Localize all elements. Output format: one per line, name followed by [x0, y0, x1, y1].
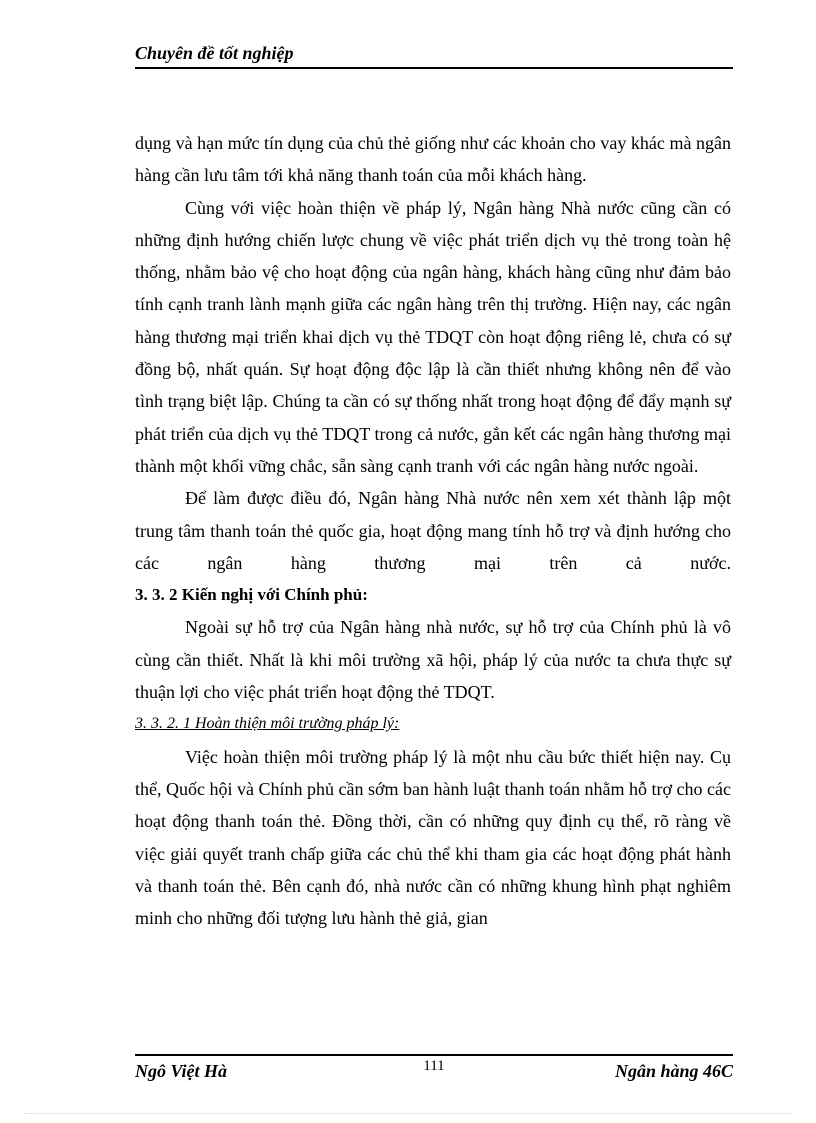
paragraph-continuation: dụng và hạn mức tín dụng của chủ thẻ giống như các khoản cho vay khác mà ngân hàng cần lưu tâm tới khả năng thanh toán của mỗi khách hàng. — [135, 133, 731, 186]
section-heading: 3. 3. 2 Kiến nghị với Chính phủ: — [135, 585, 368, 605]
footer-rule — [135, 1054, 733, 1056]
footer-class: Ngân hàng 46C — [614, 1061, 733, 1081]
page-footer — [135, 1054, 733, 1084]
paragraph-state-bank-orientation: Cùng với việc hoàn thiện về pháp lý, Ngân hàng Nhà nước cũng cần có những định hướng chiến lược chung về việc phát triển dịch vụ thẻ trong toàn hệ thống, nhằm bảo vệ cho hoạt động của ngân hàng, khách hàng cũng như đảm bảo tính cạnh tranh lành mạnh giữa các ngân hàng trên thị trường. Hiện nay, các ngân hàng thương mại triển khai dịch vụ thẻ TDQT còn hoạt động riêng lẻ, chưa có sự đồng bộ, nhất quán. Sự hoạt động độc lập là cần thiết nhưng không nên để vào tình trạng biệt lập. Chúng ta cần có sự thống nhất trong hoạt động để đẩy mạnh sự phát triển của dịch vụ thẻ TDQT trong cả nước, gắn kết các ngân hàng thương mại thành một khối vững chắc, sẵn sàng cạnh tranh với các ngân hàng nước ngoài. — [135, 197, 731, 476]
paragraph-payment-center: Để làm được điều đó, Ngân hàng Nhà nước nên xem xét thành lập một trung tâm thanh toán thẻ quốc gia, hoạt động mang tính hỗ trợ và định hướng cho các ngân hàng thương mại trên cả nước. — [135, 488, 731, 573]
document-body — [135, 127, 731, 934]
header-rule — [135, 67, 733, 69]
subsection-heading: 3. 3. 2. 1 Hoàn thiện môi trường pháp lý: — [135, 715, 400, 733]
header-title: Chuyên đề tốt nghiệp — [135, 43, 294, 63]
paragraph-government-support: Ngoài sự hỗ trợ của Ngân hàng nhà nước, sự hỗ trợ của Chính phủ là vô cùng cần thiết. Nhất là khi môi trường xã hội, pháp lý của nước ta chưa thực sự thuận lợi cho việc phát triển hoạt động thẻ TDQT. — [135, 617, 731, 703]
page-header — [135, 42, 733, 64]
footer-author: Ngô Việt Hà — [135, 1061, 228, 1081]
page-number: 111 — [423, 1058, 445, 1074]
page-edge-divider — [24, 1113, 794, 1114]
paragraph-legal-environment: Việc hoàn thiện môi trường pháp lý là một nhu cầu bức thiết hiện nay. Cụ thể, Quốc hội và Chính phủ cần sớm ban hành luật thanh toán nhằm hỗ trợ cho các hoạt động thanh toán thẻ. Đồng thời, cần có những quy định cụ thể, rõ ràng về việc giải quyết tranh chấp giữa các chủ thể khi tham gia các hoạt động phát hành và thanh toán thẻ. Bên cạnh đó, nhà nước cần có những khung hình phạt nghiêm minh cho những đối tượng lưu hành thẻ giả, gian — [135, 746, 731, 929]
